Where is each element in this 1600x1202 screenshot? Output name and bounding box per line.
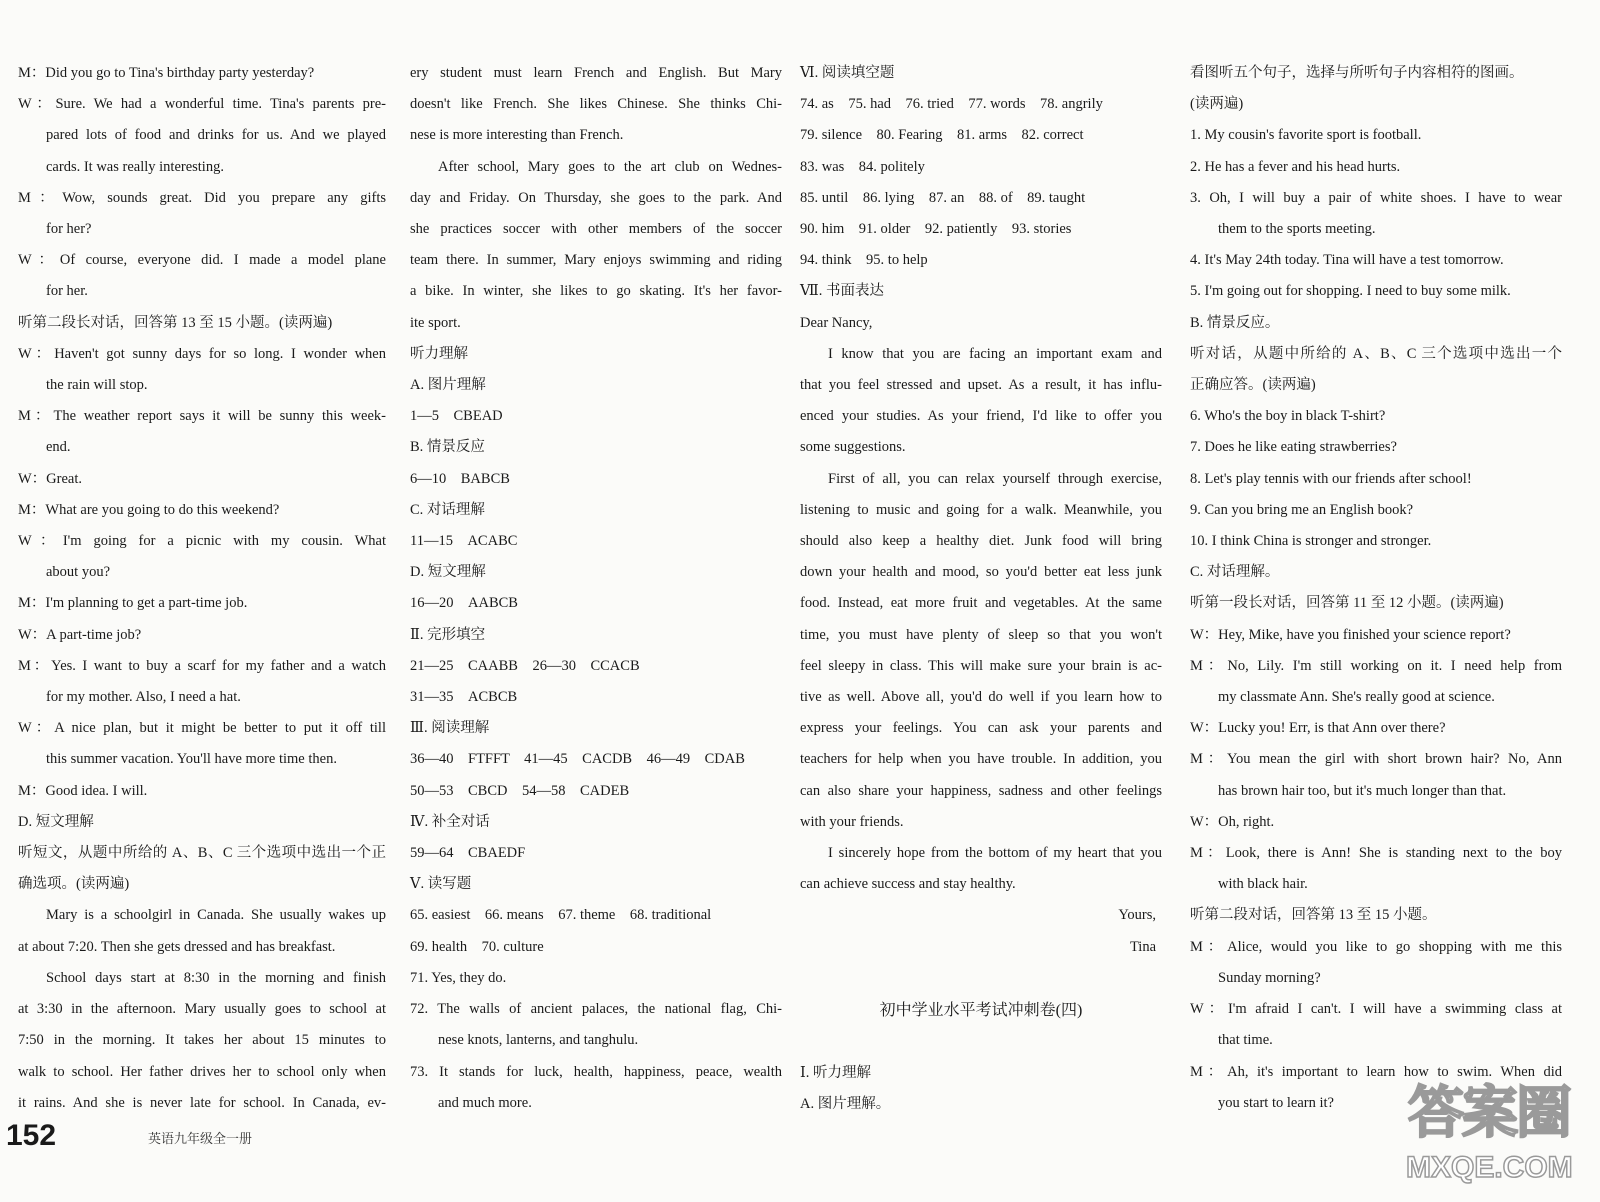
text-line: day and Friday. On Thursday, she goes to the park. And	[410, 189, 782, 206]
text-line: food. Instead, eat more fruit and vegetables. At the same	[800, 595, 1162, 612]
text-line: feel sleepy in class. This will make sure your brain is ac-	[800, 657, 1162, 674]
text-column-1	[18, 58, 386, 1119]
text-line: 85. until 86. lying 87. an 88. of 89. taught	[800, 189, 1086, 206]
text-column-3	[800, 58, 1162, 1121]
text-line: M：Good idea. I will.	[18, 782, 148, 799]
text-line: you start to learn it?	[1218, 1094, 1334, 1111]
text-line: with your friends.	[800, 813, 904, 830]
text-line: she practices soccer with other members of the soccer	[410, 221, 782, 238]
text-line: 94. think 95. to help	[800, 252, 928, 269]
text-line: 听第一段长对话，回答第 11 至 12 小题。(读两遍)	[1190, 595, 1504, 612]
text-line: B. 情景反应	[410, 439, 485, 456]
text-line: listening to music and going for a walk. Meanwhile, you	[800, 501, 1162, 518]
text-line: B. 情景反应。	[1190, 314, 1280, 331]
text-line: express your feelings. You can ask your parents and	[800, 720, 1162, 737]
text-line: for her.	[46, 283, 88, 300]
text-line: pared lots of food and drinks for us. And we played	[46, 127, 386, 144]
text-line: D. 短文理解	[410, 564, 486, 581]
text-line: that you feel stressed and upset. As a result, it has influ-	[800, 377, 1162, 394]
text-line: 83. was 84. politely	[800, 158, 925, 175]
text-line: 6—10 BABCB	[410, 470, 510, 487]
text-line: ery student must learn French and English. But Mary	[410, 65, 782, 81]
watermark-logo-text: 答案圈	[1408, 1081, 1570, 1146]
text-line: teachers for help when you have trouble. In addition, you	[800, 751, 1162, 768]
text-line: enced your studies. As your friend, I'd like to offer you	[800, 408, 1162, 425]
text-line: W：I'm going for a picnic with my cousin. What	[18, 533, 386, 550]
page-number: 152	[6, 1119, 57, 1152]
text-line: 11—15 ACABC	[410, 533, 518, 550]
text-line: Ⅵ. 阅读填空题	[800, 65, 895, 81]
text-line: 6. Who's the boy in black T-shirt?	[1190, 408, 1386, 425]
text-line: 65. easiest 66. means 67. theme 68. traditional	[410, 907, 712, 924]
text-line: can also share your happiness, sadness and other feelings	[800, 782, 1162, 799]
text-line: 2. He has a fever and his head hurts.	[1190, 158, 1401, 175]
text-line: I sincerely hope from the bottom of my heart that you	[828, 845, 1162, 862]
text-line: 7:50 in the morning. It takes her about 15 minutes to	[18, 1032, 386, 1049]
text-line: 1. My cousin's favorite sport is football.	[1190, 127, 1422, 144]
text-line: some suggestions.	[800, 439, 906, 456]
text-line: nese is more interesting than French.	[410, 127, 624, 144]
text-line: 50—53 CBCD 54—58 CADEB	[410, 782, 630, 799]
text-line: After school, Mary goes to the art club on Wednes-	[438, 158, 782, 175]
text-line: M：Alice, would you like to go shopping with me this	[1190, 938, 1562, 955]
text-line: C. 对话理解	[410, 501, 485, 518]
text-line: 5. I'm going out for shopping. I need to buy some milk.	[1190, 283, 1511, 300]
text-line: 69. health 70. culture	[410, 938, 544, 955]
text-line: C. 对话理解。	[1190, 564, 1280, 581]
text-line: 8. Let's play tennis with our friends after school!	[1190, 470, 1472, 487]
text-column-4	[1190, 58, 1562, 1119]
text-line: W：Haven't got sunny days for so long. I wonder when	[18, 345, 386, 362]
text-line: end.	[46, 439, 71, 456]
text-line: Sunday morning?	[1218, 969, 1321, 986]
text-line: M：I'm planning to get a part-time job.	[18, 595, 248, 612]
text-line: team there. In summer, Mary enjoys swimming and riding	[410, 252, 782, 269]
text-line: W：Of course, everyone did. I made a model plane	[18, 252, 386, 269]
text-line: M：The weather report says it will be sunny this week-	[18, 408, 386, 425]
text-line: W：Hey, Mike, have you finished your science report?	[1190, 626, 1511, 643]
text-line: Ⅲ. 阅读理解	[410, 720, 490, 737]
text-line: Dear Nancy,	[800, 314, 873, 331]
book-label: 英语九年级全一册	[148, 1131, 253, 1146]
text-line: my classmate Ann. She's really good at science.	[1218, 689, 1495, 706]
text-line: W：Lucky you! Err, is that Ann over there?	[1190, 720, 1446, 737]
text-line: W：A nice plan, but it might be better to put it off till	[18, 720, 386, 737]
text-line: with black hair.	[1218, 876, 1308, 893]
text-line: M：Wow, sounds great. Did you prepare any gifts	[18, 189, 386, 206]
text-line: for my mother. Also, I need a hat.	[46, 689, 241, 706]
text-line: Ⅴ. 读写题	[410, 876, 472, 893]
text-line: Tina	[1129, 938, 1156, 955]
text-line: should also keep a healthy diet. Junk food will bring	[800, 533, 1162, 550]
text-line: W：Great.	[18, 470, 83, 487]
text-line: this summer vacation. You'll have more time then.	[46, 751, 337, 768]
text-line: ite sport.	[410, 314, 461, 331]
text-line: 79. silence 80. Fearing 81. arms 82. correct	[800, 127, 1084, 144]
text-line: 71. Yes, they do.	[410, 969, 507, 986]
text-line: that time.	[1218, 1032, 1273, 1049]
text-line: tive as well. Above all, you'd do well if you learn how to	[800, 689, 1162, 706]
text-line: A. 图片理解。	[800, 1096, 891, 1113]
text-line: cards. It was really interesting.	[46, 158, 224, 175]
text-line: 31—35 ACBCB	[410, 689, 518, 706]
text-line: 4. It's May 24th today. Tina will have a test tomorrow.	[1190, 252, 1504, 269]
text-line: M：No, Lily. I'm still working on it. I need help from	[1190, 657, 1562, 674]
text-line: and much more.	[438, 1094, 532, 1111]
text-line: 10. I think China is stronger and stronger.	[1190, 533, 1432, 550]
text-line: time, you must have plenty of sleep so that you won't	[800, 626, 1162, 643]
text-line: I know that you are facing an important exam and	[828, 345, 1162, 362]
text-line: 9. Can you bring me an English book?	[1190, 501, 1414, 518]
text-line: W：Sure. We had a wonderful time. Tina's parents pre-	[18, 96, 386, 113]
text-line: Ⅶ. 书面表达	[800, 283, 884, 300]
text-line: 73. It stands for luck, health, happiness, peace, wealth	[410, 1063, 782, 1080]
text-line: 1—5 CBEAD	[410, 408, 503, 425]
text-line: Ⅱ. 完形填空	[410, 626, 486, 643]
text-line: 听第二段长对话，回答第 13 至 15 小题。(读两遍)	[18, 314, 333, 331]
text-line: doesn't like French. She likes Chinese. She thinks Chi-	[410, 96, 782, 113]
text-line: 听第二段对话，回答第 13 至 15 小题。	[1190, 907, 1437, 924]
text-line: M：Did you go to Tina's birthday party yesterday?	[18, 65, 315, 81]
text-line: 7. Does he like eating strawberries?	[1190, 439, 1397, 456]
text-line: First of all, you can relax yourself through exercise,	[828, 470, 1162, 487]
text-line: 3. Oh, I will buy a pair of white shoes. I have to wear	[1190, 189, 1562, 206]
text-line: W：I'm afraid I can't. I will have a swimming class at	[1190, 1001, 1562, 1018]
text-line: M：You mean the girl with short brown hair? No, Ann	[1190, 751, 1562, 768]
text-line: nese knots, lanterns, and tanghulu.	[438, 1032, 639, 1049]
text-line: Ⅰ. 听力理解	[800, 1065, 871, 1082]
text-line: 听力理解	[410, 345, 468, 362]
text-line: 看图听五个句子，选择与所听句子内容相符的图画。	[1190, 65, 1524, 81]
text-line: 正确应答。(读两遍)	[1190, 377, 1316, 394]
text-line: W：Oh, right.	[1190, 813, 1275, 830]
text-line: has brown hair too, but it's much longer than that.	[1218, 782, 1507, 799]
text-line: M：What are you going to do this weekend?	[18, 501, 280, 518]
text-line: A. 图片理解	[410, 377, 486, 394]
text-line: 36—40 FTFFT 41—45 CACDB 46—49 CDAB	[410, 751, 745, 768]
text-line: 初中学业水平考试冲刺卷(四)	[879, 1001, 1083, 1019]
text-line: 74. as 75. had 76. tried 77. words 78. angrily	[800, 96, 1103, 113]
text-line: a bike. In winter, she likes to go skating. It's her favor-	[410, 283, 782, 300]
text-line: Mary is a schoolgirl in Canada. She usually wakes up	[46, 907, 386, 924]
text-line: it rains. And she is never late for school. In Canada, ev-	[18, 1094, 386, 1111]
text-line: 确选项。(读两遍)	[18, 876, 130, 893]
text-line: 72. The walls of ancient palaces, the national flag, Chi-	[410, 1001, 782, 1018]
text-line: down your health and mood, so you'd better eat less junk	[800, 564, 1162, 581]
text-column-2	[410, 58, 782, 1119]
text-line: 听短文，从题中所给的 A、B、C 三个选项中选出一个正	[18, 845, 386, 862]
text-line: Ⅳ. 补全对话	[410, 813, 490, 830]
text-line: 21—25 CAABB 26—30 CCACB	[410, 657, 640, 674]
text-line: M：Yes. I want to buy a scarf for my father and a watch	[18, 657, 386, 674]
text-line: School days start at 8:30 in the morning and finish	[46, 969, 386, 986]
text-line: 90. him 91. older 92. patiently 93. stories	[800, 221, 1072, 238]
watermark-site-text: MXQE.COM	[1406, 1151, 1573, 1184]
text-line: walk to school. Her father drives her to school only when	[18, 1063, 386, 1080]
text-line: D. 短文理解	[18, 813, 94, 830]
text-line: 听对话，从题中所给的 A、B、C 三个选项中选出一个	[1190, 345, 1562, 362]
text-line: W：A part-time job?	[18, 626, 142, 643]
text-line: them to the sports meeting.	[1218, 221, 1376, 238]
text-line: at 3:30 in the afternoon. Mary usually goes to school at	[18, 1001, 386, 1018]
text-line: for her?	[46, 221, 92, 238]
text-line: (读两遍)	[1190, 96, 1244, 113]
text-line: at about 7:20. Then she gets dressed and has breakfast.	[18, 938, 336, 955]
text-line: the rain will stop.	[46, 377, 148, 394]
text-line: about you?	[46, 564, 111, 581]
watermark-logo	[1400, 1082, 1596, 1198]
text-line: 16—20 AABCB	[410, 595, 518, 612]
text-line: M：Look, there is Ann! She is standing next to the boy	[1190, 845, 1562, 862]
text-line: Yours,	[1118, 907, 1156, 924]
text-line: 59—64 CBAEDF	[410, 845, 526, 862]
text-line: M：Ah, it's important to learn how to swim. When did	[1190, 1063, 1562, 1080]
text-line: can achieve success and stay healthy.	[800, 876, 1016, 893]
